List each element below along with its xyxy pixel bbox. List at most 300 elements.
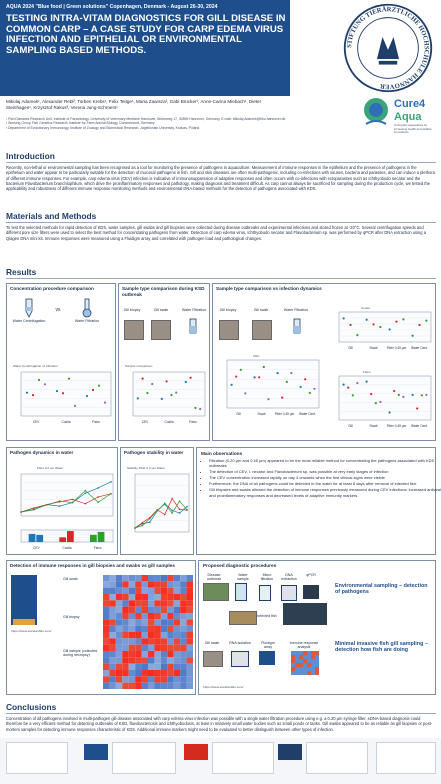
x-tick-label: Flavo (92, 420, 100, 424)
heatmap-cell (174, 600, 180, 606)
affiliation-1: ¹ Fish Diseases Research Unit, Institute of Parasitology, University of Veterinary Medicine Hannover, Bünteweg 17, 30559 Hannover, Germany, E-mail: Mikolaj.Adamek@tiho-hannover.de (6, 117, 286, 121)
vs-label: vs (55, 307, 61, 313)
data-point (277, 372, 279, 374)
data-point (171, 510, 173, 512)
heatmap-cell (161, 651, 167, 657)
data-point (38, 379, 40, 381)
data-point (46, 504, 48, 506)
heatmap-cell (315, 651, 319, 655)
chart-sample-comparison (123, 370, 207, 426)
bar (36, 535, 43, 542)
data-point (402, 396, 404, 398)
heatmap-cell (122, 626, 128, 632)
heatmap-cell (148, 600, 154, 606)
data-point (142, 525, 144, 527)
heatmap-cell (303, 655, 307, 659)
heatmap-cell (129, 645, 135, 651)
heatmap-cell (174, 581, 180, 587)
label-gill-biopsy: Gill biopsy (123, 308, 141, 312)
heatmap-cell (167, 645, 173, 651)
heatmap-cell (135, 613, 141, 619)
heatmap-cell (142, 632, 148, 638)
heatmap-cell (135, 657, 141, 663)
row-label-gill-sample: Gill sample (collected during necropsy) (63, 649, 98, 658)
chart-title: Stability Filter 0.2 µm Water (127, 466, 165, 470)
heatmap-cell (187, 657, 193, 663)
heatmap-cell (122, 600, 128, 606)
heatmap-cell (109, 607, 115, 613)
step-disease-outbreak: Disease outbreak (207, 573, 221, 582)
heatmap-cell (161, 575, 167, 581)
heatmap-cell (174, 588, 180, 594)
heatmap-cell (135, 619, 141, 625)
photo-gill-swab (151, 320, 171, 340)
data-point (421, 394, 423, 396)
heatmap-cell (167, 638, 173, 644)
heatmap-cell (307, 659, 311, 663)
data-point (137, 397, 139, 399)
data-point (366, 319, 368, 321)
data-point (161, 398, 163, 400)
heatmap-cell (129, 651, 135, 657)
heatmap-cell (167, 575, 173, 581)
data-point (231, 384, 233, 386)
heatmap-cell (148, 632, 154, 638)
methods-text: To test the selected methods for rapid detection of KDS, water samples, gill swabs and gill biopsies were collected during disease outbreaks and experimental infections and stored frozen at -20°C. Several centrifugation speeds and different pore size filters were used to select the best method for concentrating pathogens from water. Detection of carp edema virus, Ichthyobodo necator and Flavobacterium sp. was performed by qPCR after DNA extraction using a Qiagen DNA mini kit. Immune responses were measured using a Fluidigm array and correlated with pathogen load and pathological changes. (6, 225, 426, 241)
heatmap-cell (167, 657, 173, 663)
heatmap-cell (148, 676, 154, 682)
data-point (84, 503, 86, 505)
data-point (84, 492, 86, 494)
data-point (352, 394, 354, 396)
data-point (190, 377, 192, 379)
step-water-sample: Water sample (237, 573, 249, 582)
section-divider (6, 713, 436, 714)
heatmap-cell (187, 607, 193, 613)
filter-icon (259, 585, 271, 601)
heatmap-cell (180, 651, 186, 657)
immune-heatmap-thumbnail (291, 651, 319, 675)
heatmap-cell (311, 651, 315, 655)
data-point (92, 389, 94, 391)
swiss-flag-icon (184, 744, 208, 760)
heatmap-cell (180, 607, 186, 613)
heatmap-cell (109, 600, 115, 606)
chart-centrifugation-vs-filtration (11, 370, 113, 426)
data-point (186, 506, 188, 508)
heatmap-cell (103, 664, 109, 670)
heatmap-cell (167, 664, 173, 670)
heatmap-cell (161, 619, 167, 625)
plot-area (339, 376, 431, 420)
photo-pond (203, 583, 229, 601)
observation-item: • Furthermore, the DNA of all pathogens could be detected in the water for at least 8 days after removal of infected fish. (209, 481, 441, 486)
data-point (398, 394, 400, 396)
data-point (32, 394, 34, 396)
data-point (412, 394, 414, 396)
heatmap-cell (148, 594, 154, 600)
cure4aqua-line1: Cure4 (394, 98, 426, 110)
heatmap-cell (295, 659, 299, 663)
heatmap-cell (142, 575, 148, 581)
conference-line: AQUA 2024 "Blue food | Green solutions" Copenhagen, Denmark - August 26-30, 2024 (6, 4, 218, 10)
heatmap-cell (299, 671, 303, 675)
heatmap-cell (180, 657, 186, 663)
heatmap-cell (142, 600, 148, 606)
methods-heading: Materials and Methods (6, 211, 97, 221)
data-point (175, 391, 177, 393)
data-point (356, 382, 358, 384)
heatmap-cell (154, 594, 160, 600)
data-point (68, 378, 70, 380)
heatmap-cell (122, 645, 128, 651)
heatmap-cell (116, 619, 122, 625)
heatmap-cell (187, 594, 193, 600)
heatmap-cell (174, 613, 180, 619)
x-tick-label: CEV (141, 420, 149, 424)
data-point (97, 501, 99, 503)
observation-item: • Filtration (0.20 µm and 0.45 µm) appeared to be the most reliable method for concentrating the pathogens associated with KDS outbreaks (209, 458, 441, 468)
heatmap-cell (187, 588, 193, 594)
x-tick-label: Water Cent. (411, 424, 428, 428)
heatmap-cell (307, 671, 311, 675)
heatmap-cell (142, 664, 148, 670)
heatmap-cell (180, 575, 186, 581)
heatmap-cell (187, 600, 193, 606)
heatmap-cell (154, 645, 160, 651)
heatmap-cell (161, 626, 167, 632)
data-point (416, 407, 418, 409)
heatmap-cell (116, 607, 122, 613)
heatmap-cell (135, 600, 141, 606)
heatmap-cell (180, 683, 186, 689)
heatmap-cell (167, 632, 173, 638)
data-point (44, 383, 46, 385)
heatmap-cell (174, 676, 180, 682)
data-point (171, 498, 173, 500)
heatmap-cell (103, 638, 109, 644)
data-point (86, 395, 88, 397)
heatmap-cell (154, 626, 160, 632)
heatmap-cell (154, 607, 160, 613)
heatmap-cell (299, 663, 303, 667)
heatmap-cell (148, 588, 154, 594)
data-point (372, 323, 374, 325)
heatmap-cell (167, 588, 173, 594)
heatmap-cell (122, 670, 128, 676)
conclusions-heading: Conclusions (6, 702, 57, 712)
chart-pathogen-dynamics (11, 472, 115, 526)
heatmap-cell (109, 657, 115, 663)
panel-immune-response-detection (6, 560, 196, 695)
heatmap-cell (167, 594, 173, 600)
data-point (179, 500, 181, 502)
heatmap-cell (135, 664, 141, 670)
data-point (199, 408, 201, 410)
data-point (142, 522, 144, 524)
chart-pathogen-bars (11, 528, 115, 552)
heatmap-immune-response (103, 575, 193, 689)
heatmap-cell (103, 670, 109, 676)
water-tube-icon (183, 318, 203, 340)
data-point (300, 386, 302, 388)
heatmap-cell (129, 683, 135, 689)
heatmap-cell (129, 670, 135, 676)
x-tick-label: Swab (369, 424, 378, 428)
heatmap-cell (116, 632, 122, 638)
heatmap-cell (161, 581, 167, 587)
heatmap-cell (154, 588, 160, 594)
centrifuge-tube-icon (19, 298, 39, 318)
heatmap-cell (142, 670, 148, 676)
panel-title: Sample type comparison during KSD outbreak (122, 286, 205, 297)
data-point (304, 378, 306, 380)
data-point (151, 383, 153, 385)
label-water-filtration: Water Filtration (283, 308, 309, 312)
data-point (418, 324, 420, 326)
heatmap-cell (116, 600, 122, 606)
heatmap-cell (315, 671, 319, 675)
heatmap-cell (295, 651, 299, 655)
heatmap-cell (148, 670, 154, 676)
heatmap-cell (161, 588, 167, 594)
heatmap-cell (142, 683, 148, 689)
step-fluidigm-array: Fluidigm array (261, 641, 275, 650)
heatmap-cell (103, 613, 109, 619)
heatmap-cell (174, 607, 180, 613)
heatmap-cell (109, 588, 115, 594)
x-tick-label: CEV (33, 546, 40, 550)
heatmap-cell (187, 626, 193, 632)
data-point (425, 320, 427, 322)
footer-funding-text (212, 742, 274, 774)
data-point (290, 372, 292, 374)
heatmap-cell (161, 632, 167, 638)
heatmap-cell (129, 607, 135, 613)
affiliation-2: ² Working Group Fish Genetics Research Institute for Farm Animal Biology, Dummerstorf, Germany (6, 121, 155, 126)
heatmap-cell (187, 651, 193, 657)
heatmap-cell (187, 613, 193, 619)
data-point (343, 317, 345, 319)
section-divider (6, 162, 436, 163)
data-point (343, 384, 345, 386)
data-point (309, 392, 311, 394)
heatmap-cell (129, 676, 135, 682)
heatmap-cell (135, 676, 141, 682)
heatmap-cell (129, 664, 135, 670)
heatmap-cell (174, 626, 180, 632)
heatmap-cell (295, 663, 299, 667)
heatmap-cell (311, 671, 315, 675)
heatmap-cell (187, 676, 193, 682)
heatmap-cell (154, 632, 160, 638)
heatmap-cell (154, 664, 160, 670)
label-gill-swab: Gill swab (153, 308, 169, 312)
step-qpcr: qPCR (306, 573, 316, 577)
heatmap-cell (142, 613, 148, 619)
chart-flavo-dynamics (329, 374, 433, 430)
panel-sample-type-ksd (118, 283, 210, 441)
heatmap-cell (148, 575, 154, 581)
data-point (142, 378, 144, 380)
heatmap-cell (174, 670, 180, 676)
heatmap-cell (303, 651, 307, 655)
heatmap-cell (315, 667, 319, 671)
data-point (164, 514, 166, 516)
poster-title: TESTING INTRA-VITAM DIAGNOSTICS FOR GILL DISEASE IN COMMON CARP – A CASE STUDY FOR CARP EDEMA VIRUS INFECTION AND EPITHELIAL OR ENVIRONMENTAL SAMPLING BASED METHODS. (6, 13, 286, 56)
heatmap-cell (122, 581, 128, 587)
heatmap-cell (135, 594, 141, 600)
heatmap-cell (167, 651, 173, 657)
data-point (72, 499, 74, 501)
heatmap-cell (116, 626, 122, 632)
data-point (186, 509, 188, 511)
heatmap-cell (315, 663, 319, 667)
step-gill-swab: Gill swab (204, 641, 220, 645)
data-point (179, 509, 181, 511)
chart-costia-dynamics (329, 310, 433, 352)
heatmap-cell (154, 581, 160, 587)
heatmap-cell (116, 613, 122, 619)
panel-pathogen-stability (120, 447, 194, 555)
panel-title: Pathogen dynamics in water (10, 450, 74, 455)
heatmap-cell (116, 645, 122, 651)
data-point (74, 405, 76, 407)
heatmap-cell (122, 632, 128, 638)
heatmap-cell (109, 670, 115, 676)
heatmap-cell (109, 638, 115, 644)
chart-title: Filter 0.2 µm Water (37, 466, 64, 470)
heatmap-cell (180, 619, 186, 625)
heatmap-cell (148, 613, 154, 619)
heatmap-cell (122, 613, 128, 619)
heatmap-cell (167, 600, 173, 606)
bar (29, 534, 36, 542)
heatmap-cell (142, 581, 148, 587)
step-rna-isolation: RNA isolation (229, 641, 251, 645)
x-tick-label: Gill (348, 424, 353, 428)
heatmap-cell (291, 651, 295, 655)
highlight-minimal-invasive: Minimal invasive fish gill sampling – detection how fish are doing (335, 641, 428, 654)
heatmap-cell (129, 619, 135, 625)
panel-main-observations (196, 447, 441, 555)
heatmap-cell (135, 683, 141, 689)
heatmap-cell (103, 657, 109, 663)
heatmap-cell (109, 632, 115, 638)
heatmap-cell (142, 607, 148, 613)
data-point (170, 394, 172, 396)
affiliations (6, 117, 286, 130)
heatmap-cell (174, 619, 180, 625)
data-point (185, 381, 187, 383)
heatmap-cell (311, 655, 315, 659)
heatmap-cell (103, 581, 109, 587)
heatmap-cell (135, 645, 141, 651)
data-point (62, 392, 64, 394)
heatmap-cell (103, 626, 109, 632)
heatmap-cell (109, 619, 115, 625)
heatmap-cell (103, 645, 109, 651)
heatmap-cell (299, 651, 303, 655)
heatmap-cell (103, 632, 109, 638)
data-point (97, 496, 99, 498)
label-water-filtration: Water Filtration (181, 308, 207, 312)
heatmap-cell (129, 657, 135, 663)
data-point (389, 328, 391, 330)
data-point (235, 375, 237, 377)
introduction-text: Recently, non-lethal or environmental sampling has been recognised as a tool for monitoring the presence of pathogens in aquaculture. Measurement of immune responses in the epithelium and the presence of pathogens in the epithelium and water appear to be particularly suitable for the detection of mucosal pathogens in fish. Gill and skin diseases are often multi-pathogenic, including co-infections with viruses, bacteria and parasites, and can induce a plethora of different immune responses. For example, carp edema virus (CEV) infection is indicative of immunosuppression of adaptive responses and often occurs with co-infections with ectoparasites such as Ichthyobodo necator and the bacterium Flavobacterium branchiophilum, which drive the proinflammatory responses and pathology, making diagnosis and treatment difficult. As carp cannot always be sacrificed for sampling during the production cycle, we tested the applicability and robustness of different immune response monitoring methods and environmental DNA-based methods for the detection of pathogens associated with KDS. (6, 165, 435, 192)
heatmap-cell (116, 575, 122, 581)
heatmap-cell (142, 588, 148, 594)
heatmap-cell (180, 600, 186, 606)
panel-title: Pathogen stability in water (124, 450, 184, 455)
heatmap-cell (295, 655, 299, 659)
heatmap-cell (180, 626, 186, 632)
heatmap-cell (161, 613, 167, 619)
heatmap-cell (174, 683, 180, 689)
heatmap-cell (161, 594, 167, 600)
heatmap-cell (154, 657, 160, 663)
data-point (366, 381, 368, 383)
heatmap-cell (122, 651, 128, 657)
heatmap-cell (303, 663, 307, 667)
heatmap-cell (154, 613, 160, 619)
heatmap-cell (142, 638, 148, 644)
data-point (349, 324, 351, 326)
chart-pathogen-stability (125, 472, 191, 542)
heatmap-cell (187, 575, 193, 581)
affiliation-3: ³ Department of Evolutionary Immunology, Institute of Zoology and Biomedical Research, Jagiellonian University, Krakow, Poland (6, 125, 200, 130)
data-point (425, 394, 427, 396)
heatmap-cell (167, 676, 173, 682)
heatmap-cell (142, 676, 148, 682)
heatmap-cell (135, 670, 141, 676)
heatmap-cell (142, 619, 148, 625)
heatmap-cell (161, 607, 167, 613)
water-tube-icon (287, 318, 307, 340)
heatmap-cell (161, 683, 167, 689)
heatmap-cell (109, 613, 115, 619)
heatmap-cell (180, 670, 186, 676)
heatmap-cell (103, 619, 109, 625)
heatmap-cell (109, 683, 115, 689)
data-point (281, 396, 283, 398)
x-tick-label: Filter 0.45 µm (274, 412, 295, 416)
heatmap-cell (142, 645, 148, 651)
heatmap-cell (187, 638, 193, 644)
water-sample-icon (235, 583, 247, 601)
heatmap-cell (148, 683, 154, 689)
heatmap-cell (135, 638, 141, 644)
chart-title: Water Centrifugation vs Filtration (13, 364, 58, 368)
data-point (59, 505, 61, 507)
heatmap-cell (291, 671, 295, 675)
observation-item: • The detection of CEV, I. necator and Flavobacterium sp. was possible at very early stages of infection (209, 469, 441, 474)
data-point (258, 376, 260, 378)
heatmap-cell (122, 676, 128, 682)
conclusions-text: Concentration of all pathogens involved in multi-pathogen gill disease associated with carp edema virus infection was possible with a single water filtration procedure using e.g. a 0.20 µm syringe filter. eDNA-based diagnosis could therefore be a very efficient method for detecting outbreaks of KSD, flavobacteriosis and ichthyobodosis, at least in relatively small water bodies such as small ponds or tanks. Gill swabs appeared to be as reliable as gill biopsies or post-mortem samples for detecting immune responses characteristic of KDS. Additional immune markers might need to be evaluated to better distinguish between other types of infection. (6, 716, 433, 732)
heatmap-cell (109, 594, 115, 600)
heatmap-cell (187, 683, 193, 689)
data-point (20, 511, 22, 513)
eu-flag-icon (84, 744, 108, 760)
observation-item: • The CEV concentration increased rapidly on day 4 onwards when the first clinical signs were visible (209, 475, 441, 480)
heatmap-cell (291, 663, 295, 667)
heatmap-cell (142, 626, 148, 632)
photo-gill-biopsy (219, 320, 239, 340)
heatmap-cell (129, 588, 135, 594)
x-tick-label: Costia (62, 546, 72, 550)
